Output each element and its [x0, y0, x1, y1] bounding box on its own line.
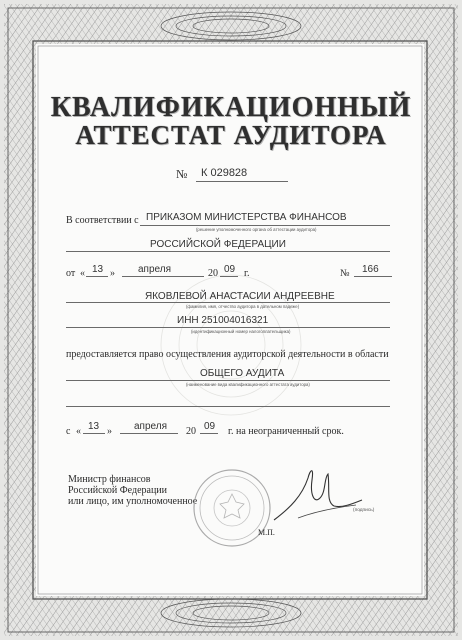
- certificate-number: К 029828: [201, 167, 248, 179]
- signature-caption: (подпись): [353, 508, 375, 513]
- name-underline: [66, 302, 390, 303]
- audit-area: ОБЩЕГО АУДИТА: [200, 368, 285, 379]
- area-caption: (наименование вида квалификационного аттестата аудитора): [186, 382, 310, 387]
- grant-text: предоставляется право осуществления аудиторской деятельности в области: [66, 349, 389, 360]
- inn-underline: [66, 327, 390, 328]
- title-line-1: КВАЛИФИКАЦИОННЫЙ: [50, 92, 412, 123]
- validity-day: 13: [88, 421, 100, 432]
- order-day: 13: [92, 264, 104, 275]
- order-year-prefix: 20: [208, 268, 218, 279]
- validity-suffix: г. на неограниченный срок.: [228, 426, 344, 437]
- validity-month: апреля: [134, 421, 168, 432]
- validity-year-underline: [200, 433, 218, 434]
- signatory-line-3: или лицо, им уполномоченное: [68, 496, 198, 507]
- validity-close-quote: »: [107, 426, 112, 437]
- validity-open-quote: «: [76, 426, 81, 437]
- basis-underline: [140, 225, 390, 226]
- basis-prefix: В соответствии с: [66, 215, 139, 226]
- basis-caption: (решение уполномоченного органа об аттестации аудитора): [196, 227, 317, 232]
- title-line-2: АТТЕСТАТ АУДИТОРА: [75, 120, 387, 150]
- order-year-underline: [220, 276, 238, 277]
- order-day-underline: [86, 276, 108, 277]
- order-number: 166: [362, 264, 379, 275]
- validity-year-suffix: 09: [204, 421, 216, 432]
- stamp-label: М.П.: [258, 528, 275, 537]
- order-number-underline: [354, 276, 392, 277]
- number-sign: №: [176, 167, 188, 181]
- order-year-suffix: 09: [224, 264, 236, 275]
- validity-from-label: с: [66, 426, 71, 437]
- order-month: апреля: [138, 264, 172, 275]
- area-underline: [66, 380, 390, 381]
- authority: РОССИЙСКОЙ ФЕДЕРАЦИИ: [150, 239, 286, 250]
- validity-day-underline: [83, 433, 105, 434]
- authority-underline: [66, 251, 390, 252]
- order-from-label: от: [66, 268, 76, 279]
- validity-year-prefix: 20: [186, 426, 196, 437]
- order-open-quote: «: [80, 268, 85, 279]
- blank-underline: [66, 406, 390, 407]
- order-month-underline: [122, 276, 204, 277]
- basis-value: ПРИКАЗОМ МИНИСТЕРСТВА ФИНАНСОВ: [146, 212, 347, 223]
- order-close-quote: »: [110, 268, 115, 279]
- number-underline: [196, 181, 288, 182]
- inn-caption: (идентификационный номер налогоплательщика): [191, 329, 291, 334]
- signatory-line-1: Министр финансов: [68, 474, 151, 485]
- official-seal-icon: [190, 466, 274, 550]
- order-year-label: г.: [244, 268, 250, 279]
- auditor-name: ЯКОВЛЕВОЙ АНАСТАСИИ АНДРЕЕВНЕ: [145, 291, 335, 302]
- signatory-line-2: Российской Федерации: [68, 485, 168, 496]
- order-number-sign: №: [340, 268, 350, 279]
- name-caption: (фамилия, имя, отчество аудитора в дательном падеже): [186, 304, 300, 309]
- validity-month-underline: [120, 433, 178, 434]
- inn-value: ИНН 251004016321: [177, 315, 269, 326]
- signature-icon: [268, 458, 368, 528]
